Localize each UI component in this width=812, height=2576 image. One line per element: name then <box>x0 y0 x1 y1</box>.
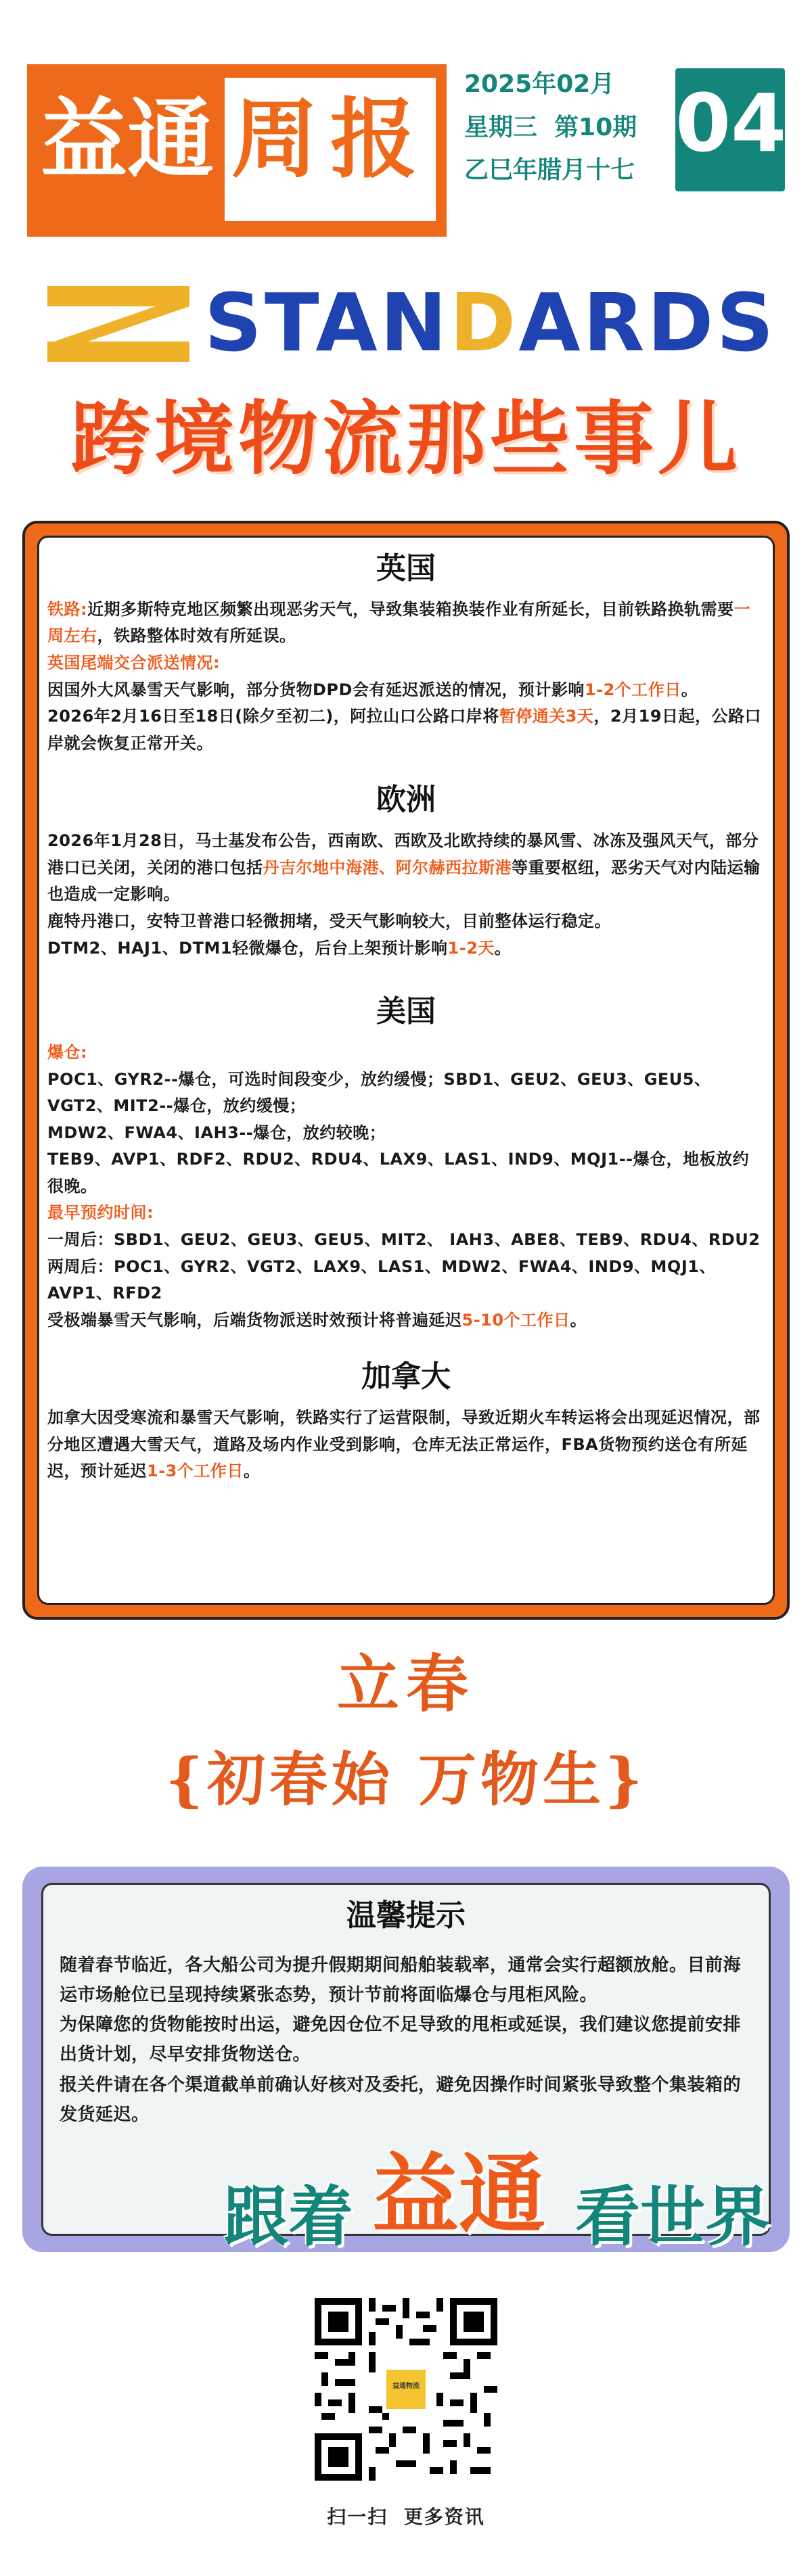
section-heading-europe: 欧洲 <box>376 782 436 818</box>
uk-rail-paragraph <box>47 596 765 650</box>
eu-paragraph-2: 鹿特丹港口，安特卫普港口轻微拥堵，受天气影响较大，目前整体运行稳定。 <box>47 911 611 931</box>
masthead <box>27 64 785 237</box>
section-heading-uk: 英国 <box>376 551 436 586</box>
us-full-line-1: POC1、GYR2--爆仓，可选时间段变少，放约缓慢；SBD1、GEU2、GEU3、GEU5、VGT2、MIT2--爆仓，放约缓慢； <box>47 1069 711 1116</box>
news-panel <box>22 521 790 1620</box>
spacer <box>47 1334 765 1354</box>
tips-heading: 温馨提示 <box>346 1898 466 1933</box>
eu-highlight-ports: 丹吉尔地中海港、阿尔赫西拉斯港 <box>263 858 512 877</box>
slogan-part-1: 跟着 <box>223 2179 353 2255</box>
uk-port-text-1: 2026年2月16日至18日(除夕至初二)，阿拉山口公路口岸将 <box>47 707 499 726</box>
logo-text-end: ARDS <box>518 276 777 369</box>
ca-text-2: 。 <box>243 1461 261 1481</box>
tips-paragraph-1: 随着春节临近，各大船公司为提升假期期间船舶装载率，通常会实行超额放舱。目前海运市场舱位已呈现持续紧张态势，预计节前将面临爆仓与甩柜风险。 <box>60 1954 742 2005</box>
uk-port-highlight: 暂停通关3天 <box>499 707 594 726</box>
issue-badge <box>675 68 785 191</box>
qr-center-logo <box>384 2368 428 2411</box>
uk-delivery-label: 英国尾端交合派送情况: <box>47 653 221 672</box>
uk-rail-text-1: 近期多斯特克地区频繁出现恶劣天气，导致集装箱换装作业有所延长，目前铁路换轨需要 <box>87 599 734 619</box>
spring-title: 立春 <box>336 1647 475 1720</box>
eu-text-1: 2026年1月28日，马士基发布公告，西南欧、西欧及北欧持续的暴风雪、冰冻及强风天气，部分港口已关闭，关闭的港口包括 <box>47 831 759 877</box>
logo-z-mark-icon <box>47 286 189 362</box>
uk-delivery-highlight: 1-2个工作日 <box>584 680 681 699</box>
us-full-line-3: TEB9、AVP1、RDF2、RDU2、RDU4、LAX9、LAS1、IND9、MQJ1--爆仓，地板放约很晚。 <box>47 1150 750 1196</box>
ca-paragraph <box>47 1405 765 1485</box>
spacer <box>47 962 765 989</box>
eu-text-2: 等重要枢纽，恶劣天气对内陆运输也造成一定影响。 <box>47 858 761 904</box>
qr-code[interactable] <box>315 2298 497 2481</box>
us-appointment-week-1: 一周后：SBD1、GEU2、GEU3、GEU5、MIT2、 IAH3、ABE8、TEB9、RDU4、RDU2 <box>47 1230 761 1250</box>
logo-text-highlight: D <box>449 276 519 369</box>
brand-char-4: 报 <box>330 89 418 190</box>
eu-text-4b: 。 <box>494 938 512 958</box>
tips-paragraph-2: 为保障您的货物能按时出运，避免因仓位不足导致的甩柜或延误，我们建议您提前安排出货计划，尽早安排货物送仓。 <box>60 2015 742 2065</box>
big-title: 跨境物流那些事儿 <box>70 392 742 486</box>
uk-rail-text-2: ，铁路整体时效有所延误。 <box>97 626 296 646</box>
qr-caption: 扫一扫 更多资讯 <box>327 2506 485 2528</box>
us-storm-text-1: 受极端暴雪天气影响，后端货物派送时效预计将普遍延迟 <box>47 1310 462 1330</box>
slogan-part-3: 看世界 <box>575 2179 770 2255</box>
lunar-date: 乙巳年腊月十七 <box>464 156 635 185</box>
slogan-part-2: 益通 <box>372 2145 546 2245</box>
uk-rail-highlight: 一周左右 <box>47 599 751 646</box>
ca-text-1: 加拿大因受寒流和暴雪天气影响，铁路实行了运营限制，导致近期火车转运将会出现延迟情况，部分地区遭遇大雪天气，道路及场内作业受到影响，仓库无法正常运作，FBA货物预约送仓有所延迟，预计延迟 <box>47 1408 761 1481</box>
uk-delivery-paragraph <box>47 677 765 704</box>
logo-text-start: STAN <box>204 276 450 369</box>
eu-paragraph-1 <box>47 828 765 908</box>
issue-number: 04 <box>675 76 787 170</box>
ca-highlight: 1-3个工作日 <box>147 1461 244 1481</box>
eu-highlight-days: 1-2天 <box>447 938 495 958</box>
us-storm-text-2: 。 <box>570 1310 587 1330</box>
section-heading-canada: 加拿大 <box>361 1359 451 1395</box>
spacer <box>47 757 765 777</box>
brand-box <box>27 64 447 237</box>
news-panel-inner <box>37 536 775 1605</box>
us-storm-highlight: 5-10个工作日 <box>461 1310 570 1330</box>
tips-paragraph-3: 报关件请在各个渠道截单前确认好核对及委托，避免因操作时间紧张导致整个集装箱的发货延迟。 <box>60 2074 742 2125</box>
date-column <box>464 71 660 200</box>
slogan <box>223 2137 792 2293</box>
section-heading-usa: 美国 <box>376 994 436 1029</box>
eu-paragraph-3 <box>47 935 765 962</box>
spring-subtitle: {初春始 万物生} <box>165 1746 647 1814</box>
uk-port-text-2: ，2月19日起，公路口岸就会恢复正常开关。 <box>47 707 762 753</box>
brand-char-2: 通 <box>127 89 215 190</box>
us-appointment-label: 最早预约时间: <box>47 1203 154 1223</box>
us-full-label: 爆仓: <box>47 1042 88 1062</box>
brand-char-3: 周 <box>231 89 319 190</box>
zstandards-logo <box>47 274 778 372</box>
eu-text-4a: DTM2、HAJ1、DTM1轻微爆仓，后台上架预计影响 <box>47 938 448 958</box>
qr-center-label: 益通物流 <box>392 2383 420 2390</box>
us-storm-paragraph <box>47 1307 765 1334</box>
uk-rail-label: 铁路: <box>47 599 88 619</box>
issue-weekday-number: 星期三 第10期 <box>464 113 637 141</box>
us-full-line-2: MDW2、FWA4、IAH3--爆仓，放约较晚； <box>47 1123 386 1142</box>
uk-port-paragraph <box>47 703 765 757</box>
issue-date: 2025年02月 <box>464 70 615 98</box>
uk-delivery-text-2: 。 <box>681 680 698 699</box>
uk-delivery-text-1: 因国外大风暴雪天气影响，部分货物DPD会有延迟派送的情况，预计影响 <box>47 680 585 699</box>
us-appointment-week-2: 两周后：POC1、GYR2、VGT2、LAX9、LAS1、MDW2、FWA4、IND9、MQJ1、AVP1、RFD2 <box>47 1257 716 1303</box>
logo-wordmark <box>204 274 776 372</box>
brand-char-1: 益 <box>41 89 128 190</box>
